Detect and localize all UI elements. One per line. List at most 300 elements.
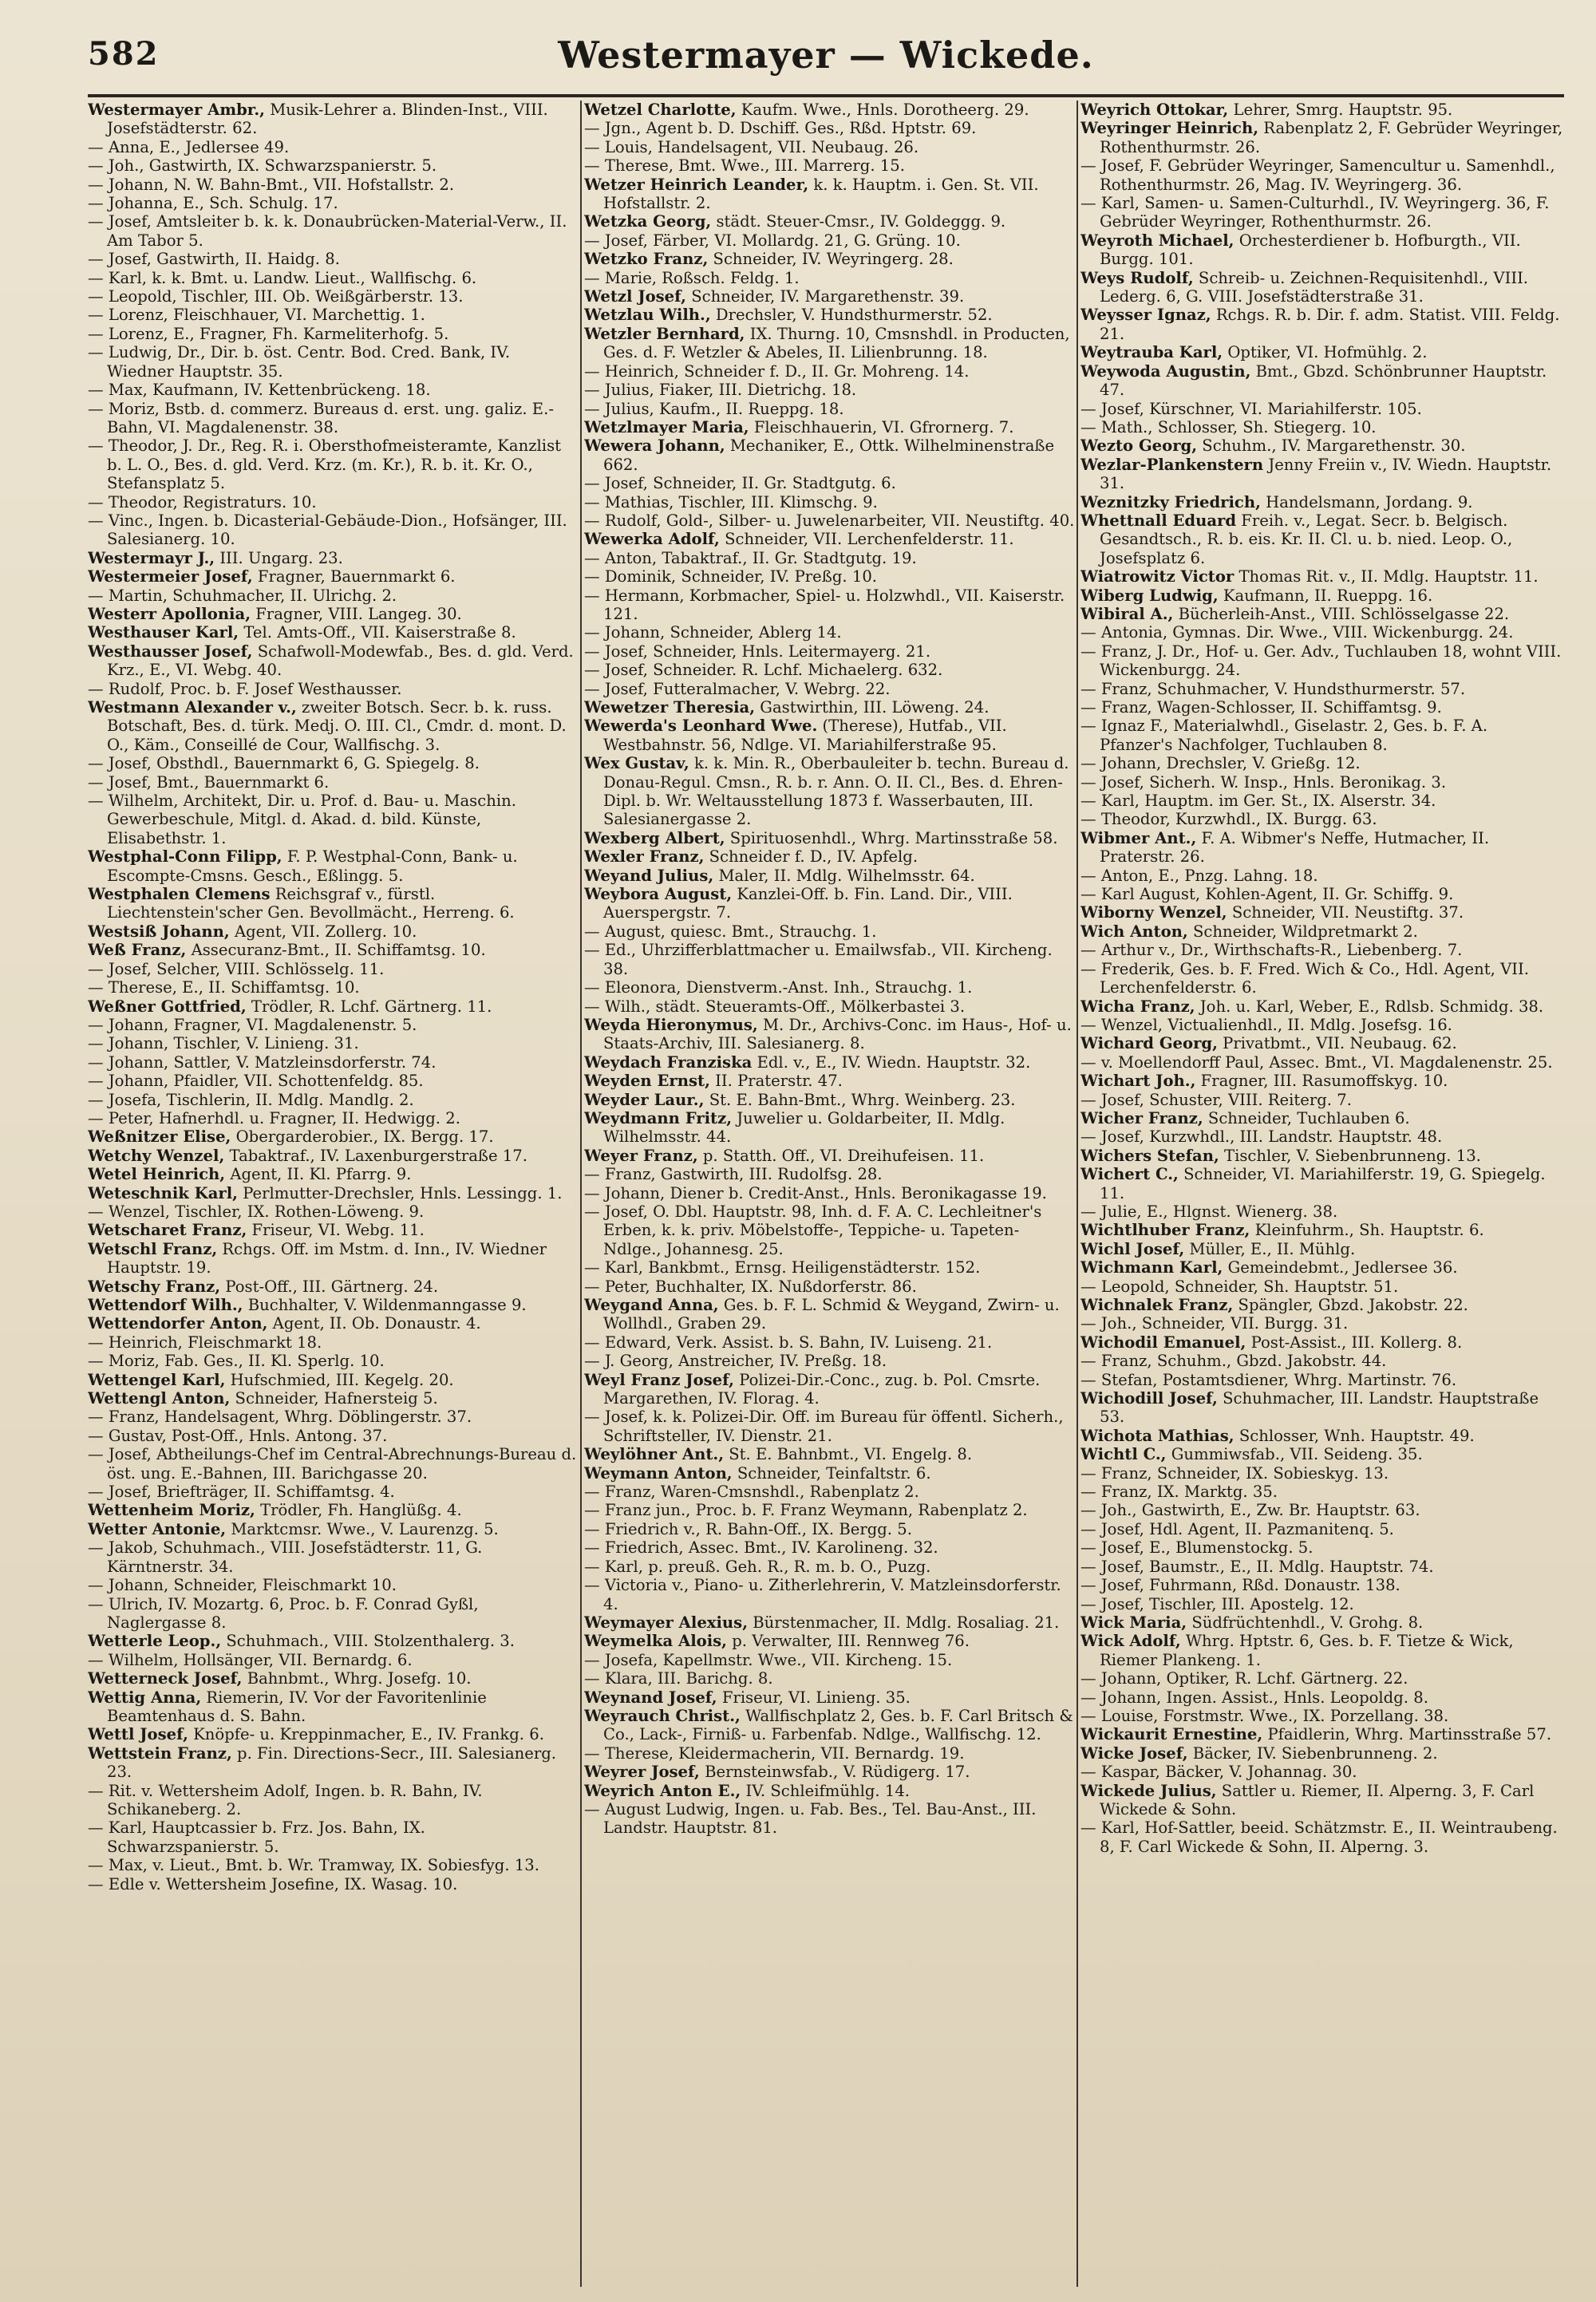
directory-entry	[1080, 810, 1564, 828]
entry-name: Wetel Heinrich,	[88, 1165, 226, 1184]
entry-name: — Karl,	[1080, 792, 1140, 811]
directory-entry	[1080, 960, 1564, 997]
entry-details: Bstb. d. commerz. Bureaus d. erst. ung. galiz. E.-Bahn, VI. Magdalenenstr. 38.	[107, 399, 554, 436]
entry-name: — Johann,	[1080, 1669, 1162, 1688]
entry-details: Maler, II. Mdlg. Wilhelmsstr. 64.	[713, 866, 975, 885]
directory-entry	[584, 941, 1075, 978]
entry-details: Sicherh. W. Insp., Hnls. Beronikag. 3.	[1144, 772, 1447, 792]
entry-details: Assec. Bmt., IV. Karolineng. 32.	[683, 1538, 938, 1558]
entry-name: — Julius,	[584, 399, 654, 418]
entry-details: Wallfischplatz 2, Ges. b. F. Carl Britsch & Co., Lack-, Firniß- u. Farbenfab. Ndlge., Wallfischg. 12.	[603, 1706, 1073, 1744]
directory-entry	[584, 400, 1075, 418]
entry-details: Pfaidlerin, Whrg. Martinsstraße 57.	[1262, 1725, 1552, 1744]
directory-entry	[1080, 1763, 1564, 1781]
directory-entry	[584, 1483, 1075, 1501]
entry-name: Westphalen Clemens	[88, 885, 271, 904]
directory-entry	[584, 1576, 1075, 1613]
entry-name: Wettstein Franz,	[88, 1743, 232, 1763]
entry-details: IV. Mozartg. 6, Proc. b. F. Conrad Gyßl, Naglergasse 8.	[107, 1594, 479, 1632]
entry-details: Edl. v., E., IV. Wiedn. Hauptstr. 32.	[752, 1052, 1031, 1072]
entry-name: Wettendorfer Anton,	[88, 1314, 268, 1333]
entry-details: Hollsänger, VII. Bernardg. 6.	[178, 1650, 413, 1669]
entry-details: städt. Steuer-Cmsr., IV. Goldeggg. 9.	[711, 212, 1006, 231]
entry-name: — Peter,	[584, 1277, 650, 1296]
entry-details: Musik-Lehrer a. Blinden-Inst., VIII. Josefstädterstr. 62.	[107, 101, 548, 138]
directory-entry	[1080, 1595, 1564, 1613]
directory-entry	[584, 1296, 1075, 1333]
entry-details: Gemeindebmt., Jedlersee 36.	[1223, 1258, 1458, 1277]
entry-name: Wichodill Josef,	[1080, 1389, 1218, 1408]
entry-name: Wicha Franz,	[1080, 997, 1195, 1016]
entry-details: Buchhalter, IX. Nußdorferstr. 86.	[650, 1277, 917, 1296]
entry-name: Westmann Alexander v.,	[88, 698, 297, 717]
entry-details: Uhrzifferblattmacher u. Emailwsfab., VII. Kircheng. 38.	[603, 941, 1053, 978]
entry-name: Weyand Julius,	[584, 866, 714, 885]
directory-entry	[584, 1613, 1075, 1632]
entry-details: k. k. Hauptm. i. Gen. St. VII. Hofstallstr. 2.	[603, 175, 1039, 213]
entry-details: Tischler, V. Siebenbrunneng. 13.	[1219, 1146, 1481, 1165]
entry-details: Bahnbmt., Whrg. Josefg. 10.	[242, 1669, 472, 1688]
directory-entry	[1080, 1165, 1564, 1202]
entry-name: — Karl,	[1080, 1818, 1140, 1838]
entry-details: III. Barichg. 8.	[652, 1669, 773, 1688]
entry-name: — J. Georg,	[584, 1352, 674, 1371]
directory-columns	[88, 101, 1564, 2287]
entry-name: — Franz,	[1080, 1463, 1152, 1483]
entry-details: Hdl. Agent, II. Pazmanitenq. 5.	[1144, 1519, 1394, 1538]
entry-name: — Johann,	[1080, 754, 1162, 773]
entry-details: Bankbmt., Ernsg. Heiligenstädterstr. 152.	[643, 1258, 981, 1277]
entry-details: Tabaktraf., II. Gr. Stadtgutg. 19.	[657, 548, 917, 567]
entry-name: Westermayr J.,	[88, 548, 215, 567]
directory-entry	[88, 493, 579, 511]
directory-entry	[584, 1538, 1075, 1557]
entry-details: J. Dr., Hof- u. Ger. Adv., Tuchlauben 18, wohnt VIII. Wickenburgg. 24.	[1100, 642, 1562, 680]
directory-entry	[584, 101, 1075, 119]
entry-name: Westermeier Josef,	[88, 567, 253, 586]
entry-name: Weyl Franz Josef,	[584, 1370, 734, 1389]
directory-entry	[1080, 1464, 1564, 1483]
column-3	[1080, 101, 1564, 2287]
entry-name: — Johann,	[584, 1183, 666, 1202]
entry-details: Tel. Amts-Off., VII. Kaiserstraße 8.	[239, 623, 516, 642]
entry-name: — v. Moellendorff Paul,	[1080, 1052, 1265, 1072]
entry-details: Kleidermacherin, VII. Bernardg. 19.	[673, 1743, 965, 1763]
directory-entry	[88, 1371, 579, 1389]
directory-entry	[88, 997, 579, 1016]
entry-name: — Wilhelm,	[88, 1650, 179, 1669]
entry-name: Wichers Stefan,	[1080, 1146, 1219, 1165]
entry-details: Schneider, VII. Neustiftg. 37.	[1227, 903, 1464, 922]
entry-details: Schlosser, Sh. Stiegerg. 10.	[1152, 417, 1377, 436]
entry-details: Rabenplatz 2, F. Gebrüder Weyringer, Rothenthurmstr. 26.	[1100, 119, 1563, 156]
entry-name: Wetzl Josef,	[584, 287, 686, 306]
entry-name: Wexberg Albert,	[584, 828, 725, 847]
entry-details: Hafnerhdl. u. Fragner, II. Hedwigg. 2.	[153, 1108, 460, 1127]
entry-details: Assecuranz-Bmt., II. Schiffamtsg. 10.	[186, 941, 486, 960]
entry-details: Spirituosenhdl., Whrg. Martinsstraße 58.	[725, 828, 1058, 847]
entry-details: Fleischhauer, VI. Marchettig. 1.	[168, 306, 425, 325]
directory-entry	[88, 1221, 579, 1239]
entry-name: — Johann,	[88, 1015, 169, 1034]
entry-name: — Josef,	[88, 1445, 152, 1464]
directory-entry	[88, 1501, 579, 1519]
entry-details: F. Gebrüder Weyringer, Samencultur u. Samenhdl., Rothenthurmstr. 26, Mag. IV. Weyringerg. 36.	[1100, 156, 1555, 194]
entry-details: Jenny Freiin v., IV. Wiedn. Hauptstr. 31.	[1100, 455, 1552, 493]
entry-details: Agent, VII. Zollerg. 10.	[229, 922, 417, 941]
column-divider	[1077, 101, 1078, 2287]
directory-entry	[1080, 567, 1564, 586]
entry-name: Weteschnik Karl,	[88, 1183, 238, 1202]
entry-name: — Ulrich,	[88, 1594, 164, 1613]
entry-name: Wetzler Bernhard,	[584, 324, 745, 343]
directory-entry	[1080, 1538, 1564, 1557]
entry-name: Wettengel Karl,	[88, 1370, 226, 1389]
entry-name: — Marie,	[584, 268, 658, 287]
entry-details: zweiter Botsch. Secr. b. k. russ. Botschaft, Bes. d. türk. Medj. O. III. Cl., Cmdr. d. mont. D. O., Käm., Conseillé de Cour, Wallfischg. 3.	[107, 698, 567, 754]
entry-details: Fragner, III. Rasumoffskyg. 10.	[1195, 1072, 1448, 1091]
entry-name: Wicher Franz,	[1080, 1108, 1203, 1127]
directory-entry	[88, 343, 579, 381]
column-2	[584, 101, 1075, 2287]
entry-name: Wettengl Anton,	[88, 1389, 231, 1408]
entry-name: — Josef,	[1080, 399, 1144, 418]
entry-details: Dr., Wirthschafts-R., Liebenberg. 7.	[1175, 941, 1463, 960]
entry-details: k. k. Polizei-Dir. Off. im Bureau für öffentl. Sicherh., Schriftsteller, IV. Dienstr. 21.	[603, 1408, 1064, 1445]
entry-name: — Theodor,	[88, 492, 178, 511]
directory-entry	[1080, 1389, 1564, 1427]
entry-name: Weydmann Fritz,	[584, 1108, 733, 1127]
directory-entry	[88, 138, 579, 156]
directory-entry	[1080, 605, 1564, 623]
entry-name: — Josef,	[88, 959, 152, 978]
entry-details: Ingen. Assist., Hnls. Leopoldg. 8.	[1161, 1688, 1428, 1707]
entry-name: Weyden Ernst,	[584, 1072, 710, 1091]
entry-details: Fleischmarkt 18.	[182, 1333, 322, 1352]
entry-details: Ingen. b. Dicasterial-Gebäude-Dion., Hofsänger, III. Salesianerg. 10.	[107, 511, 567, 549]
entry-details: Obsthdl., Bauernmarkt 6, G. Spiegelg. 8.	[151, 754, 480, 773]
entry-name: — Moriz,	[88, 399, 160, 418]
entry-details: Obergarderobier., IX. Bergg. 17.	[231, 1127, 494, 1147]
entry-name: Weytrauba Karl,	[1080, 343, 1223, 362]
entry-name: Wezto Georg,	[1080, 436, 1198, 456]
directory-entry	[1080, 773, 1564, 792]
entry-details: Anstreicher, IV. Preßg. 18.	[673, 1352, 887, 1371]
entry-details: Tischler, III. Klimschg. 9.	[674, 492, 878, 511]
directory-entry	[584, 306, 1075, 324]
entry-name: Wettig Anna,	[88, 1688, 202, 1707]
directory-entry	[584, 1632, 1075, 1650]
entry-name: Wetchy Wenzel,	[88, 1146, 225, 1165]
entry-details: Selcher, VIII. Schlösselg. 11.	[151, 959, 385, 978]
entry-details: Kleinfuhrm., Sh. Hauptstr. 6.	[1250, 1221, 1484, 1240]
directory-entry	[88, 1483, 579, 1501]
entry-name: — Josef,	[88, 754, 152, 773]
entry-name: Wichtl C.,	[1080, 1445, 1167, 1464]
directory-entry	[584, 493, 1075, 511]
directory-entry	[584, 1408, 1075, 1445]
entry-details: quiesc. Bmt., Strauchg. 1.	[665, 922, 877, 941]
entry-name: Weybora August,	[584, 885, 733, 904]
entry-name: — Wenzel,	[1080, 1015, 1163, 1034]
entry-details: Schneider, Hnls. Leitermayerg. 21.	[647, 642, 931, 661]
entry-name: — Karl,	[1080, 194, 1140, 213]
entry-details: Gummiwsfab., VII. Seideng. 35.	[1166, 1445, 1423, 1464]
directory-entry	[88, 1034, 579, 1052]
entry-name: Wetscharet Franz,	[88, 1221, 247, 1240]
entry-details: Proc. b. F. Franz Weymann, Rabenplatz 2.	[690, 1501, 1028, 1520]
directory-entry	[584, 1669, 1075, 1688]
entry-name: — Antonia,	[1080, 623, 1168, 642]
entry-name: — Franz,	[584, 1165, 656, 1184]
entry-name: — Heinrich,	[88, 1333, 183, 1352]
entry-details: Reichsgraf v., fürstl. Liechtenstein'scher Gen. Bevollmächt., Herreng. 6.	[107, 885, 515, 922]
entry-name: — Johann,	[88, 1072, 169, 1091]
entry-details: Kaufmann, II. Rueppg. 16.	[1218, 586, 1433, 605]
entry-name: Wettenheim Moriz,	[88, 1501, 255, 1520]
directory-entry	[584, 1277, 1075, 1296]
entry-name: Weyringer Heinrich,	[1080, 119, 1259, 138]
entry-name: — Eleonora,	[584, 978, 681, 997]
entry-name: — Gustav,	[88, 1426, 167, 1445]
entry-details: Dr., Dir. b. öst. Centr. Bod. Cred. Bank, IV. Wiedner Hauptstr. 35.	[107, 343, 511, 381]
entry-name: — Rudolf,	[584, 511, 662, 530]
directory-entry	[88, 212, 579, 250]
entry-details: Post-Off., III. Gärtnerg. 24.	[220, 1277, 439, 1296]
directory-entry	[1080, 829, 1564, 867]
entry-details: Orchesterdiener b. Hofburgth., VII. Burgg. 101.	[1100, 231, 1521, 269]
entry-details: Mechaniker, E., Ottk. Wilhelminenstraße 662.	[603, 436, 1055, 474]
entry-details: Hof-Sattler, beeid. Schätzmstr. E., II. Weintraubeng. 8, F. Carl Wickede & Sohn, II. Alperng. 3.	[1100, 1818, 1558, 1856]
entry-details: Kaufm. Wwe., Hnls. Dorotheerg. 29.	[736, 101, 1029, 119]
page-number: 582	[88, 35, 160, 73]
entry-name: — Anna,	[88, 137, 155, 156]
entry-details: E., Fragner, Fh. Karmeliterhofg. 5.	[168, 324, 449, 343]
directory-entry	[1080, 400, 1564, 418]
entry-details: Baumstr., E., II. Mdlg. Hauptstr. 74.	[1144, 1557, 1434, 1576]
directory-entry	[88, 642, 579, 680]
entry-details: Proc. b. F. Josef Westhausser.	[164, 679, 402, 698]
entry-details: Schneider, Wildpretmarkt 2.	[1187, 922, 1418, 941]
directory-entry	[584, 231, 1075, 250]
entry-details: Perlmutter-Drechsler, Hnls. Lessingg. 1.	[238, 1183, 563, 1202]
directory-entry	[1080, 1818, 1564, 1856]
entry-name: — Math.,	[1080, 417, 1153, 436]
entry-details: Müller, E., II. Mühlg.	[1184, 1239, 1356, 1258]
entry-name: Wewerka Adolf,	[584, 530, 720, 549]
directory-entry	[1080, 1352, 1564, 1370]
directory-entry	[88, 1651, 579, 1669]
entry-details: Fragner, VIII. Langeg. 30.	[251, 604, 462, 623]
entry-details: Schneider, IV. Margarethenstr. 39.	[685, 287, 965, 306]
entry-details: Futteralmacher, V. Webrg. 22.	[647, 679, 891, 698]
entry-details: k. k. Bmt. u. Landw. Lieut., Wallfischg. 6.	[147, 268, 477, 287]
entry-name: Wichota Mathias,	[1080, 1426, 1235, 1445]
entry-details: Dienstverm.-Anst. Inh., Strauchg. 1.	[681, 978, 973, 997]
entry-details: Schneider, VII. Lerchenfelderstr. 11.	[719, 530, 1014, 549]
entry-details: E., Pnzg. Lahng. 18.	[1153, 866, 1318, 885]
entry-name: Weyder Laur.,	[584, 1090, 705, 1109]
entry-details: Samen- u. Samen-Culturhdl., IV. Weyringerg. 36, F. Gebrüder Weyringer, Rothenthurmstr. 26.	[1100, 194, 1550, 231]
entry-details: Bernsteinwsfab., V. Rüdigerg. 17.	[699, 1763, 970, 1782]
entry-details: Handelsagent, Whrg. Döblingerstr. 37.	[159, 1408, 472, 1427]
entry-details: Piano- u. Zitherlehrerin, V. Matzleinsdorferstr. 4.	[603, 1576, 1061, 1613]
entry-name: Weydach Franziska	[584, 1052, 753, 1072]
directory-entry	[88, 978, 579, 997]
entry-name: — Anton,	[1080, 866, 1154, 885]
directory-entry	[584, 418, 1075, 436]
entry-details: Gastwirth, III. Rudolfsg. 28.	[655, 1165, 883, 1184]
directory-entry	[1080, 1016, 1564, 1034]
entry-details: Schuhm., IV. Margarethenstr. 30.	[1197, 436, 1466, 456]
entry-name: Wichtlhuber Franz,	[1080, 1221, 1250, 1240]
entry-name: — Josef,	[1080, 1538, 1144, 1558]
entry-name: — Josef,	[88, 212, 152, 231]
entry-name: Weznitzky Friedrich,	[1080, 492, 1261, 511]
entry-name: — Franz,	[1080, 698, 1152, 717]
entry-details: Gold-, Silber- u. Juwelenarbeiter, VII. Neustiftg. 40.	[661, 511, 1075, 530]
directory-entry	[88, 1632, 579, 1650]
entry-name: — Josef,	[584, 1202, 648, 1221]
entry-details: IX. Marktg. 35.	[1152, 1483, 1278, 1502]
entry-name: — Franz,	[88, 1408, 160, 1427]
entry-name: — Karl,	[88, 268, 148, 287]
directory-entry	[584, 623, 1075, 642]
entry-name: — Therese,	[584, 156, 674, 176]
entry-details: E., Sch. Schulg. 17.	[177, 194, 338, 213]
entry-name: Wickaurit Ernestine,	[1080, 1725, 1263, 1744]
directory-entry	[88, 1538, 579, 1576]
entry-details: k. k. Min. R., Oberbauleiter b. techn. Bureau d. Donau-Regul. Cmsn., R. b. r. Ann. O. II. Cl., Bes. d. Ehren-Dipl. b. Wr. Weltausstellung 1873 f. Wasserbauten, III. Salesianergasse 2.	[603, 754, 1069, 829]
entry-name: — Victoria v.,	[584, 1576, 689, 1595]
entry-details: Bücherleih-Anst., VIII. Schlösselgasse 22.	[1173, 604, 1510, 623]
directory-entry	[584, 698, 1075, 717]
entry-name: Wiberg Ludwig,	[1080, 586, 1219, 605]
entry-name: — Therese,	[88, 978, 177, 997]
entry-name: Wichart Joh.,	[1080, 1072, 1196, 1091]
directory-entry	[1080, 1576, 1564, 1594]
entry-details: Südfrüchtenhdl., V. Grohg. 8.	[1187, 1613, 1424, 1632]
directory-entry	[584, 1109, 1075, 1147]
entry-details: IX. Wasag. 10.	[338, 1874, 458, 1893]
directory-entry	[1080, 1725, 1564, 1743]
entry-details: M. Dr., Archivs-Conc. im Haus-, Hof- u. Staats-Archiv, III. Salesianerg. 8.	[603, 1015, 1072, 1053]
entry-details: Polizei-Dir.-Conc., zug. b. Pol. Cmsrte. Margarethen, IV. Florag. 4.	[603, 1370, 1041, 1408]
directory-entry	[88, 1782, 579, 1819]
entry-name: Westsiß Johann,	[88, 922, 230, 941]
directory-entry	[88, 269, 579, 287]
directory-entry	[1080, 101, 1564, 119]
entry-details: Sattler, V. Matzleinsdorferstr. 74.	[168, 1052, 437, 1072]
directory-entry	[88, 623, 579, 642]
entry-name: — Johann,	[88, 175, 169, 194]
running-head: Westermayer — Wickede.	[558, 34, 1094, 77]
directory-entry	[584, 1371, 1075, 1408]
entry-details: Ges. b. F. Fred. Wich & Co., Hdl. Agent, VII. Lerchenfelderstr. 6.	[1100, 959, 1529, 997]
directory-entry	[584, 1501, 1075, 1519]
entry-details: Schuhmacher, V. Hundsthurmerstr. 57.	[1152, 679, 1466, 698]
directory-entry	[1080, 362, 1564, 400]
entry-details: Roßsch. Feldg. 1.	[657, 268, 800, 287]
entry-details: Korbmacher, Spiel- u. Holzwhdl., VII. Kaiserstr. 121.	[603, 586, 1065, 623]
entry-name: Wich Anton,	[1080, 922, 1188, 941]
directory-entry	[88, 1240, 579, 1277]
directory-entry	[1080, 119, 1564, 156]
entry-details: Kurzwhdl., III. Landstr. Hauptstr. 48.	[1144, 1127, 1443, 1147]
entry-details: Fleischhauerin, VI. Gfrornerg. 7.	[749, 417, 1014, 436]
entry-details: IX. Thurng. 10, Cmsnshdl. in Producten, Ges. d. F. Wetzler & Abeles, II. Lilienbrunng. 18.	[603, 324, 1070, 362]
entry-name: Wichmann Karl,	[1080, 1258, 1223, 1277]
directory-entry	[88, 156, 579, 175]
entry-details: Assec. Bmt., VI. Magdalenenstr. 25.	[1264, 1052, 1553, 1072]
entry-details: Bmt., Gbzd. Schönbrunner Hauptstr. 47.	[1100, 361, 1547, 400]
entry-details: Schuhmach., VIII. Josefstädterstr. 11, G. Kärntnerstr. 34.	[107, 1538, 483, 1576]
entry-name: — Karl,	[584, 1258, 644, 1277]
entry-name: — Johanna,	[88, 194, 178, 213]
entry-name: Wetzko Franz,	[584, 250, 709, 269]
entry-name: — Josef,	[88, 772, 152, 792]
directory-entry	[1080, 1072, 1564, 1090]
directory-entry	[1080, 997, 1564, 1016]
directory-entry	[88, 567, 579, 586]
directory-entry	[1080, 1053, 1564, 1072]
entry-name: — Ludwig,	[88, 343, 172, 362]
directory-entry	[88, 1109, 579, 1127]
entry-name: Whettnall Eduard	[1080, 511, 1237, 530]
entry-details: R. Bahn-Off., IX. Bergg. 5.	[700, 1519, 912, 1538]
entry-name: — Karl,	[584, 1557, 644, 1576]
directory-entry	[584, 661, 1075, 679]
directory-entry	[88, 792, 579, 847]
entry-name: — Johann,	[584, 623, 666, 642]
entry-details: p. Statth. Off., VI. Dreihufeisen. 11.	[697, 1146, 985, 1165]
entry-details: Hauptm. im Ger. St., IX. Alserstr. 34.	[1140, 792, 1436, 811]
directory-entry	[88, 1127, 579, 1146]
entry-details: Tischler, IX. Rothen-Löweng. 9.	[170, 1202, 425, 1221]
directory-entry	[1080, 680, 1564, 698]
directory-entry	[584, 381, 1075, 399]
directory-entry	[88, 436, 579, 492]
entry-name: — Josef,	[584, 1408, 648, 1427]
entry-details: Schneider, IX. Sobieskyg. 13.	[1152, 1463, 1389, 1483]
entry-name: — Josefa,	[584, 1650, 658, 1669]
directory-entry	[1080, 1707, 1564, 1725]
directory-entry	[1080, 1147, 1564, 1165]
entry-details: Fragner, VI. Magdalenenstr. 5.	[168, 1015, 417, 1034]
entry-name: — Mathias,	[584, 492, 674, 511]
entry-details: Schneider f. D., II. Gr. Mohreng. 14.	[678, 361, 970, 381]
entry-name: — Stefan,	[1080, 1370, 1158, 1389]
directory-entry	[88, 549, 579, 567]
directory-entry	[584, 1202, 1075, 1258]
directory-entry	[1080, 623, 1564, 642]
entry-name: Wetterle Leop.,	[88, 1632, 222, 1651]
entry-details: Agent, II. Ob. Donaustr. 4.	[267, 1314, 481, 1333]
entry-details: Friseur, VI. Webg. 11.	[247, 1221, 425, 1240]
entry-name: — Franz,	[1080, 679, 1152, 698]
directory-entry	[88, 1016, 579, 1034]
directory-entry	[1080, 1445, 1564, 1463]
entry-details: Kürschner, VI. Mariahilferstr. 105.	[1144, 399, 1422, 418]
entry-name: Weymann Anton,	[584, 1463, 733, 1483]
entry-name: — Josef,	[1080, 1127, 1144, 1147]
directory-entry	[88, 1669, 579, 1688]
directory-entry	[88, 1314, 579, 1333]
entry-name: — Franz jun.,	[584, 1501, 691, 1520]
entry-details: (Therese), Hutfab., VII. Westbahnstr. 56, Ndlge. VI. Mariahilferstraße 95.	[603, 717, 1007, 754]
directory-entry	[1080, 511, 1564, 567]
directory-entry	[584, 717, 1075, 754]
